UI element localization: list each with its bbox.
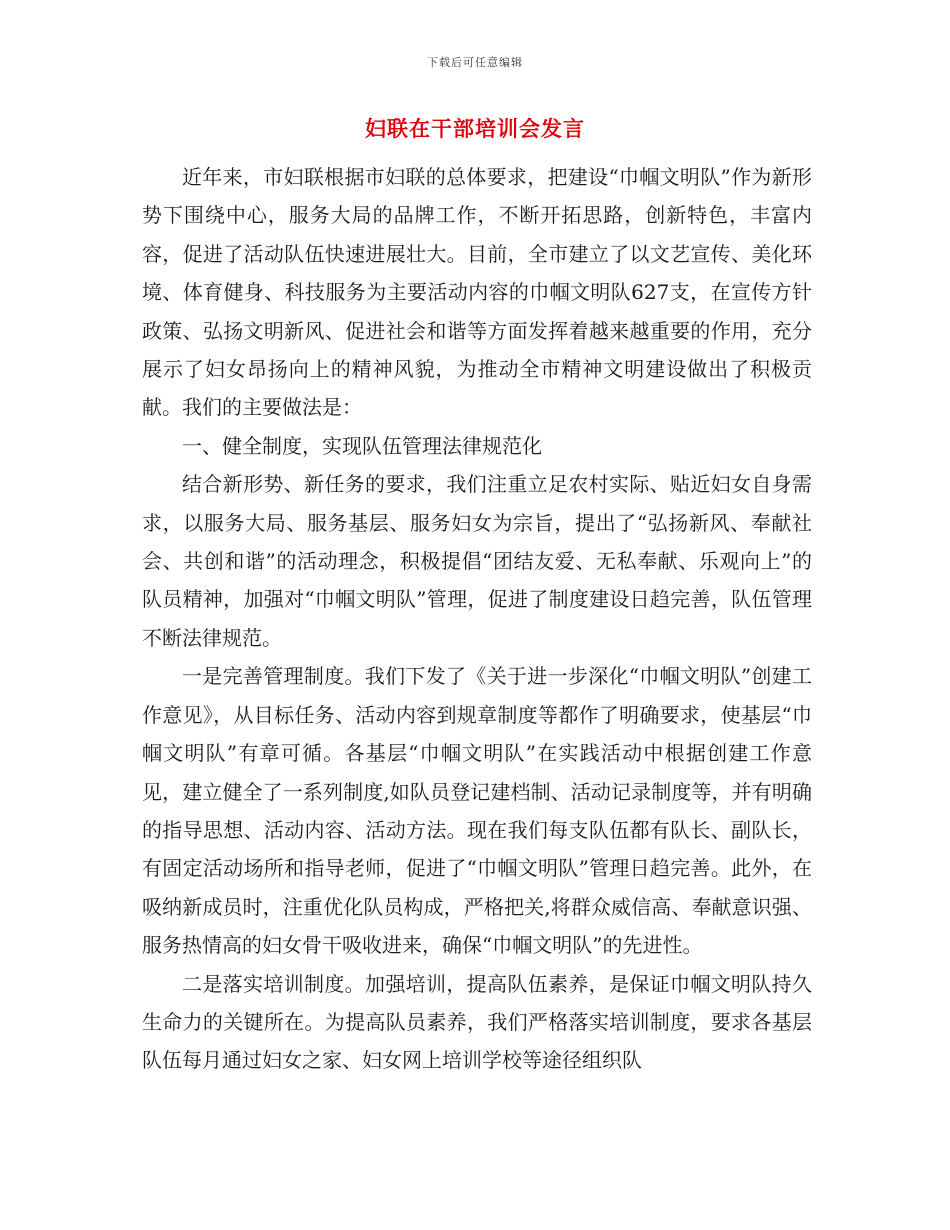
document-title: 妇联在干部培训会发言 [365,116,585,141]
section-heading-1: 一、健全制度，实现队伍管理法律规范化 [182,433,542,458]
paragraph-management-system: 一是完善管理制度。我们下发了《关于进一步深化“巾帼文明队”创建工作意见》，从目标任务、活动内容到规章制度等都作了明确要求，使基层“巾帼文明队”有章可循。各基层“巾帼文明队”在实践活动中根据创建工作意见，建立健全了一系列制度,如队员登记建档制、活动记录制度等，并有明确的指导思想、活动内容、活动方法。现在我们每支队伍都有队长、副队长，有固定活动场所和指导老师，促进了“巾帼文明队”管理日趋完善。此外，在吸纳新成员时，注重优化队员构成，严格把关,将群众威信高、奉献意识强、服务热情高的妇女骨干吸收进来，确保“巾帼文明队”的先进性。 [142,664,812,958]
page-header-note: 下载后可任意编辑 [427,56,523,69]
paragraph-intro: 近年来，市妇联根据市妇联的总体要求，把建设“巾帼文明队”作为新形势下围绕中心，服务大局的品牌工作，不断开拓思路，创新特色，丰富内容，促进了活动队伍快速进展壮大。目前，全市建立了以文艺宣传、美化环境、体育健身、科技服务为主要活动内容的巾帼文明队627支，在宣传方针政策、弘扬文明新风、促进社会和谐等方面发挥着越来越重要的作用，充分展示了妇女昂扬向上的精神风貌，为推动全市精神文明建设做出了积极贡献。我们的主要做法是： [142,165,812,420]
document-body [142,158,812,1080]
paragraph-section-1: 结合新形势、新任务的要求，我们注重立足农村实际、贴近妇女自身需求，以服务大局、服务基层、服务妇女为宗旨，提出了“弘扬新风、奉献社会、共创和谐”的活动理念，积极提倡“团结友爱、无私奉献、乐观向上”的队员精神，加强对“巾帼文明队”管理，促进了制度建设日趋完善，队伍管理不断法律规范。 [142,472,812,650]
paragraph-training-system: 二是落实培训制度。加强培训，提高队伍素养，是保证巾帼文明队持久生命力的关键所在。为提高队员素养，我们严格落实培训制度，要求各基层队伍每月通过妇女之家、妇女网上培训学校等途径组织队 [142,971,812,1073]
